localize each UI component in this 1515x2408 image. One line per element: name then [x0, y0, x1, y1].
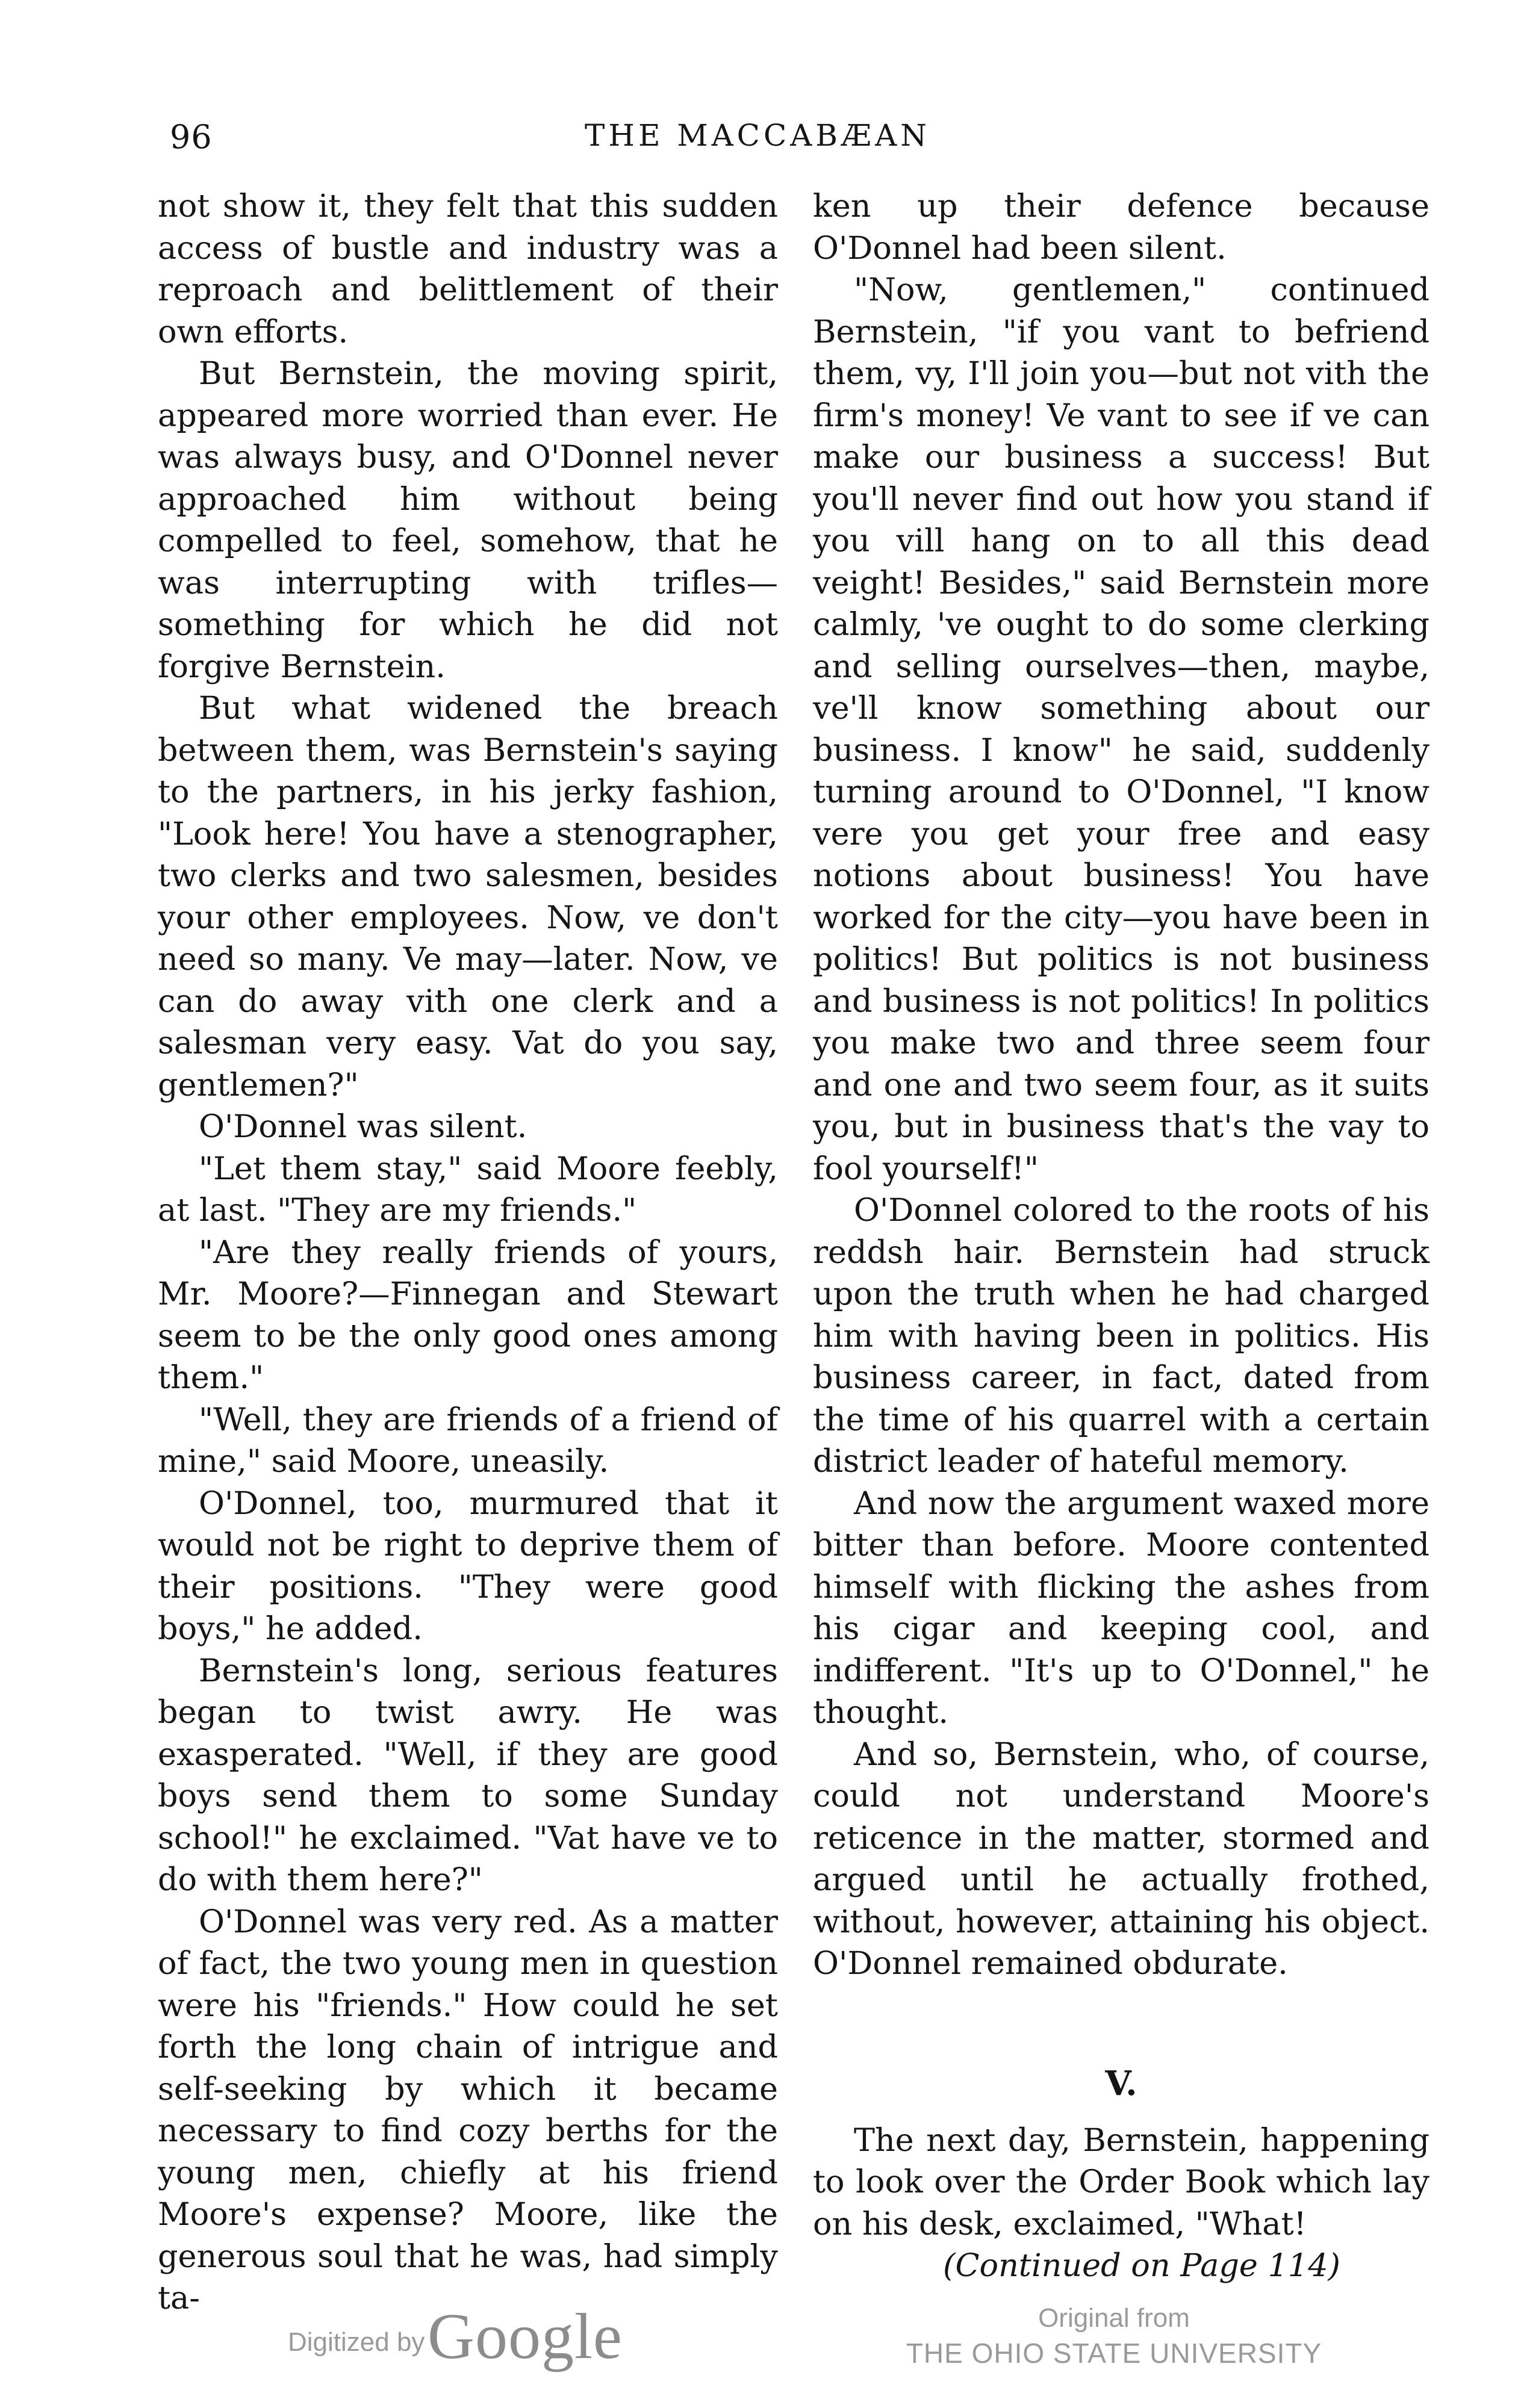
digitized-by-label: Digitized by	[288, 2327, 425, 2357]
source-institution: THE OHIO STATE UNIVERSITY	[906, 2338, 1322, 2369]
paragraph: "Let them stay," said Moore feebly, at last. "They are my friends."	[158, 1150, 778, 1229]
paragraph: And so, Bernstein, who, of course, could not understand Moore's reticence in the matter, stormed and argued until he actually frothed, without, however, attaining his object. O'Donnel remained obdurate.	[813, 1736, 1429, 1982]
right-column	[813, 185, 1429, 2287]
paragraph: "Well, they are friends of a friend of mine," said Moore, uneasily.	[158, 1401, 778, 1480]
paragraph: And now the argument waxed more bitter than before. Moore contented himself with flicking the ashes from his cigar and keeping cool, and indifferent. "It's up to O'Donnel," he thought.	[813, 1485, 1429, 1731]
section-heading: V.	[1105, 2063, 1137, 2103]
paragraph: "Are they really friends of yours, Mr. Moore?—Finnegan and Stewart seem to be the only good ones among them."	[158, 1233, 778, 1396]
paragraph: But what widened the breach between them, was Bernstein's saying to the partners, in his jerky fashion, "Look here! You have a stenographer, two clerks and two salesmen, besides your other employees. Now, ve don't need so many. Ve may—later. Now, ve can do away vith one clerk and a salesman very easy. Vat do you say, gentlemen?"	[158, 690, 778, 1103]
original-from-label: Original from	[1038, 2303, 1190, 2333]
paragraph: not show it, they felt that this sudden access of bustle and industry was a reproach and belittlement of their own efforts.	[158, 188, 778, 350]
paragraph: O'Donnel was silent.	[199, 1108, 527, 1145]
page-header	[0, 118, 1515, 160]
google-logo: Google	[428, 2301, 623, 2372]
continued-note: (Continued on Page 114)	[943, 2247, 1340, 2284]
paragraph: O'Donnel was very red. As a matter of fact, the two young men in question were his "friends." How could he set forth the long chain of intrigue and self-seeking by which it became necessary to find cozy berths for the young men, chiefly at his friend Moore's expense? Moore, like the generous soul that he was, had simply ta-	[158, 1903, 778, 2316]
running-title: THE MACCABÆAN	[585, 118, 930, 153]
paragraph: But Bernstein, the moving spirit, appeared more worried than ever. He was always busy, and O'Donnel never approached him without being compelled to feel, somehow, that he was interrupting with trifles—something for which he did not forgive Bernstein.	[158, 355, 778, 685]
paragraph: The next day, Bernstein, happening to look over the Order Book which lay on his desk, exclaimed, "What!	[813, 2121, 1429, 2242]
paragraph: Bernstein's long, serious features began to twist awry. He was exasperated. "Well, if they are good boys send them to some Sunday school!" he exclaimed. "Vat have ve to do with them here?"	[158, 1652, 778, 1898]
page-number: 96	[170, 118, 213, 156]
paragraph: O'Donnel, too, murmured that it would not be right to deprive them of their positions. "They were good boys," he added.	[158, 1485, 778, 1647]
paragraph: O'Donnel colored to the roots of his reddsh hair. Bernstein had struck upon the truth when he had charged him with having been in politics. His business career, in fact, dated from the time of his quarrel with a certain district leader of hateful memory.	[813, 1192, 1429, 1480]
paragraph: "Now, gentlemen," continued Bernstein, "if you vant to befriend them, vy, I'll join you—but not vith the firm's money! Ve vant to see if ve can make our business a success! But you'll never find out how you stand if you vill hang on to all this dead veight! Besides," said Bernstein more calmly, 've ought to do some clerking and selling ourselves—then, maybe, ve'll know something about our business. I know" he said, suddenly turning around to O'Donnel, "I know vere you get your free and easy notions about business! You have worked for the city—you have been in politics! But politics is not business and business is not politics! In politics you make two and three seem four and one and two seem four, as it suits you, but in business that's the vay to fool yourself!"	[813, 272, 1429, 1187]
page-footer	[0, 2282, 1515, 2402]
paragraph: ken up their defence because O'Donnel had been silent.	[813, 188, 1429, 267]
left-column	[158, 185, 778, 2320]
